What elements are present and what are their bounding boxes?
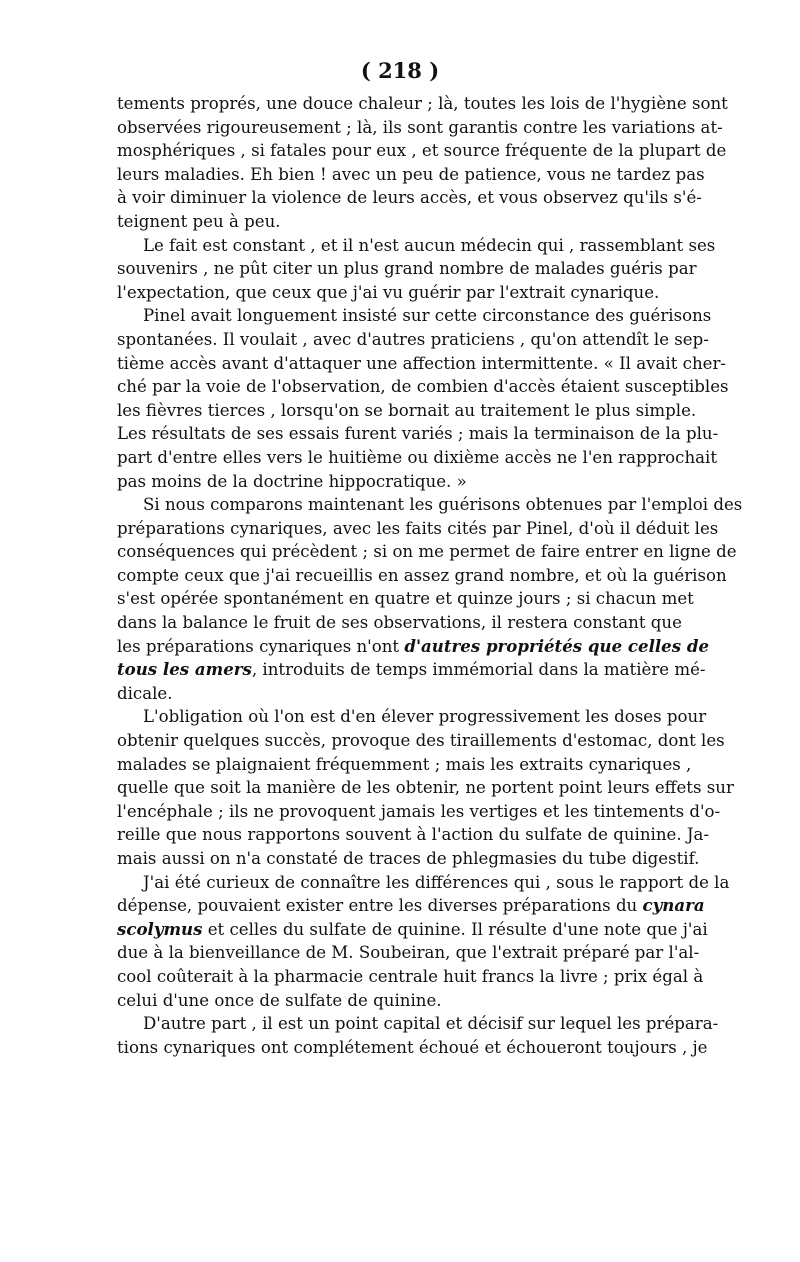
text-line: l'encéphale ; ils ne provoquent jamais les vertiges et les tintements d'o- xyxy=(117,801,721,821)
page-number: ( 218 ) xyxy=(360,58,440,83)
text-line: souvenirs , ne pût citer un plus grand nombre de malades guéris par xyxy=(117,259,697,279)
text-line: compte ceux que j'ai recueillis en assez grand nombre, et où la guérison xyxy=(117,565,727,585)
text-line: due à la bienveillance de M. Soubeiran, que l'extrait préparé par l'al- xyxy=(117,943,700,963)
text-line: mais aussi on n'a constaté de traces de phlegmasies du tube digestif. xyxy=(117,849,700,868)
italic-phrase: cynara xyxy=(642,895,705,916)
text-line: dans la balance le fruit de ses observations, il restera constant que xyxy=(117,613,682,633)
text-line: s'est opérée spontanément en quatre et quinze jours ; si chacun met xyxy=(117,589,694,609)
text-line: quelle que soit la manière de les obtenir, ne portent point leurs effets sur xyxy=(117,778,734,798)
text-line: préparations cynariques, avec les faits cités par Pinel, d'où il déduit les xyxy=(117,518,719,538)
text-line-mixed xyxy=(117,635,710,659)
text-line: Le fait est constant , et il n'est aucun médecin qui , rassemblant ses xyxy=(143,235,716,255)
text-line: reille que nous rapportons souvent à l'action du sulfate de quinine. Ja- xyxy=(117,825,710,845)
text-line-mixed xyxy=(117,658,706,682)
text-line: malades se plaignaient fréquemment ; mais les extraits cynariques , xyxy=(117,754,692,774)
text-line: J'ai été curieux de connaître les différences qui , sous le rapport de la xyxy=(143,872,730,892)
text-line: les fièvres tierces , lorsqu'on se bornait au traitement le plus simple. xyxy=(117,400,697,420)
text-line: L'obligation où l'on est d'en élever progressivement les doses pour xyxy=(143,707,707,727)
text-segment: dépense, pouvaient exister entre les diverses préparations du xyxy=(117,896,638,916)
text-line: conséquences qui précèdent ; si on me permet de faire entrer en ligne de xyxy=(117,542,737,562)
text-line: obtenir quelques succès, provoque des tiraillements d'estomac, dont les xyxy=(117,731,725,751)
text-body xyxy=(117,92,743,1059)
text-line: à voir diminuer la violence de leurs accès, et vous observez qu'ils s'é- xyxy=(117,188,702,208)
text-line: Si nous comparons maintenant les guérisons obtenues par l'emploi des xyxy=(143,495,743,515)
text-line: mosphériques , si fatales pour eux , et source fréquente de la plupart de xyxy=(117,141,727,161)
text-segment: les préparations cynariques n'ont xyxy=(117,636,400,656)
text-line: cool coûterait à la pharmacie centrale huit francs la livre ; prix égal à xyxy=(117,966,704,986)
text-line: tements proprés, une douce chaleur ; là, toutes les lois de l'hygiène sont xyxy=(117,94,728,113)
text-line: dicale. xyxy=(117,683,173,703)
text-line: leurs maladies. Eh bien ! avec un peu de patience, vous ne tardez pas xyxy=(117,164,705,184)
italic-phrase: d'autres propriétés que celles de xyxy=(404,635,710,656)
text-line: l'expectation, que ceux que j'ai vu guérir par l'extrait cynarique. xyxy=(117,282,660,302)
text-line: Pinel avait longuement insisté sur cette circonstance des guérisons xyxy=(143,306,712,326)
text-line: Les résultats de ses essais furent variés ; mais la terminaison de la plu- xyxy=(117,424,719,444)
text-line: ché par la voie de l'observation, de combien d'accès étaient susceptibles xyxy=(117,377,729,397)
text-line: D'autre part , il est un point capital et décisif sur lequel les prépara- xyxy=(143,1014,719,1034)
text-line: celui d'une once de sulfate de quinine. xyxy=(117,990,442,1010)
text-segment: , introduits de temps immémorial dans la matière mé- xyxy=(251,660,706,680)
text-line: part d'entre elles vers le huitième ou dixième accès ne l'en rapprochait xyxy=(117,447,718,467)
italic-phrase: scolymus xyxy=(117,918,203,939)
text-line: observées rigoureusement ; là, ils sont garantis contre les variations at- xyxy=(117,117,723,137)
text-line-mixed xyxy=(117,918,708,942)
text-line: tième accès avant d'attaquer une affection intermittente. « Il avait cher- xyxy=(117,353,726,373)
text-line: teignent peu à peu. xyxy=(117,211,281,231)
text-line: spontanées. Il voulait , avec d'autres praticiens , qu'on attendît le sep- xyxy=(117,329,709,349)
text-line-mixed xyxy=(117,894,705,918)
text-line: tions cynariques ont complétement échoué et échoueront toujours , je xyxy=(117,1037,708,1057)
text-segment: et celles du sulfate de quinine. Il résulte d'une note que j'ai xyxy=(207,919,708,939)
text-line: pas moins de la doctrine hippocratique. » xyxy=(117,471,467,491)
italic-phrase: tous les amers xyxy=(117,659,252,680)
